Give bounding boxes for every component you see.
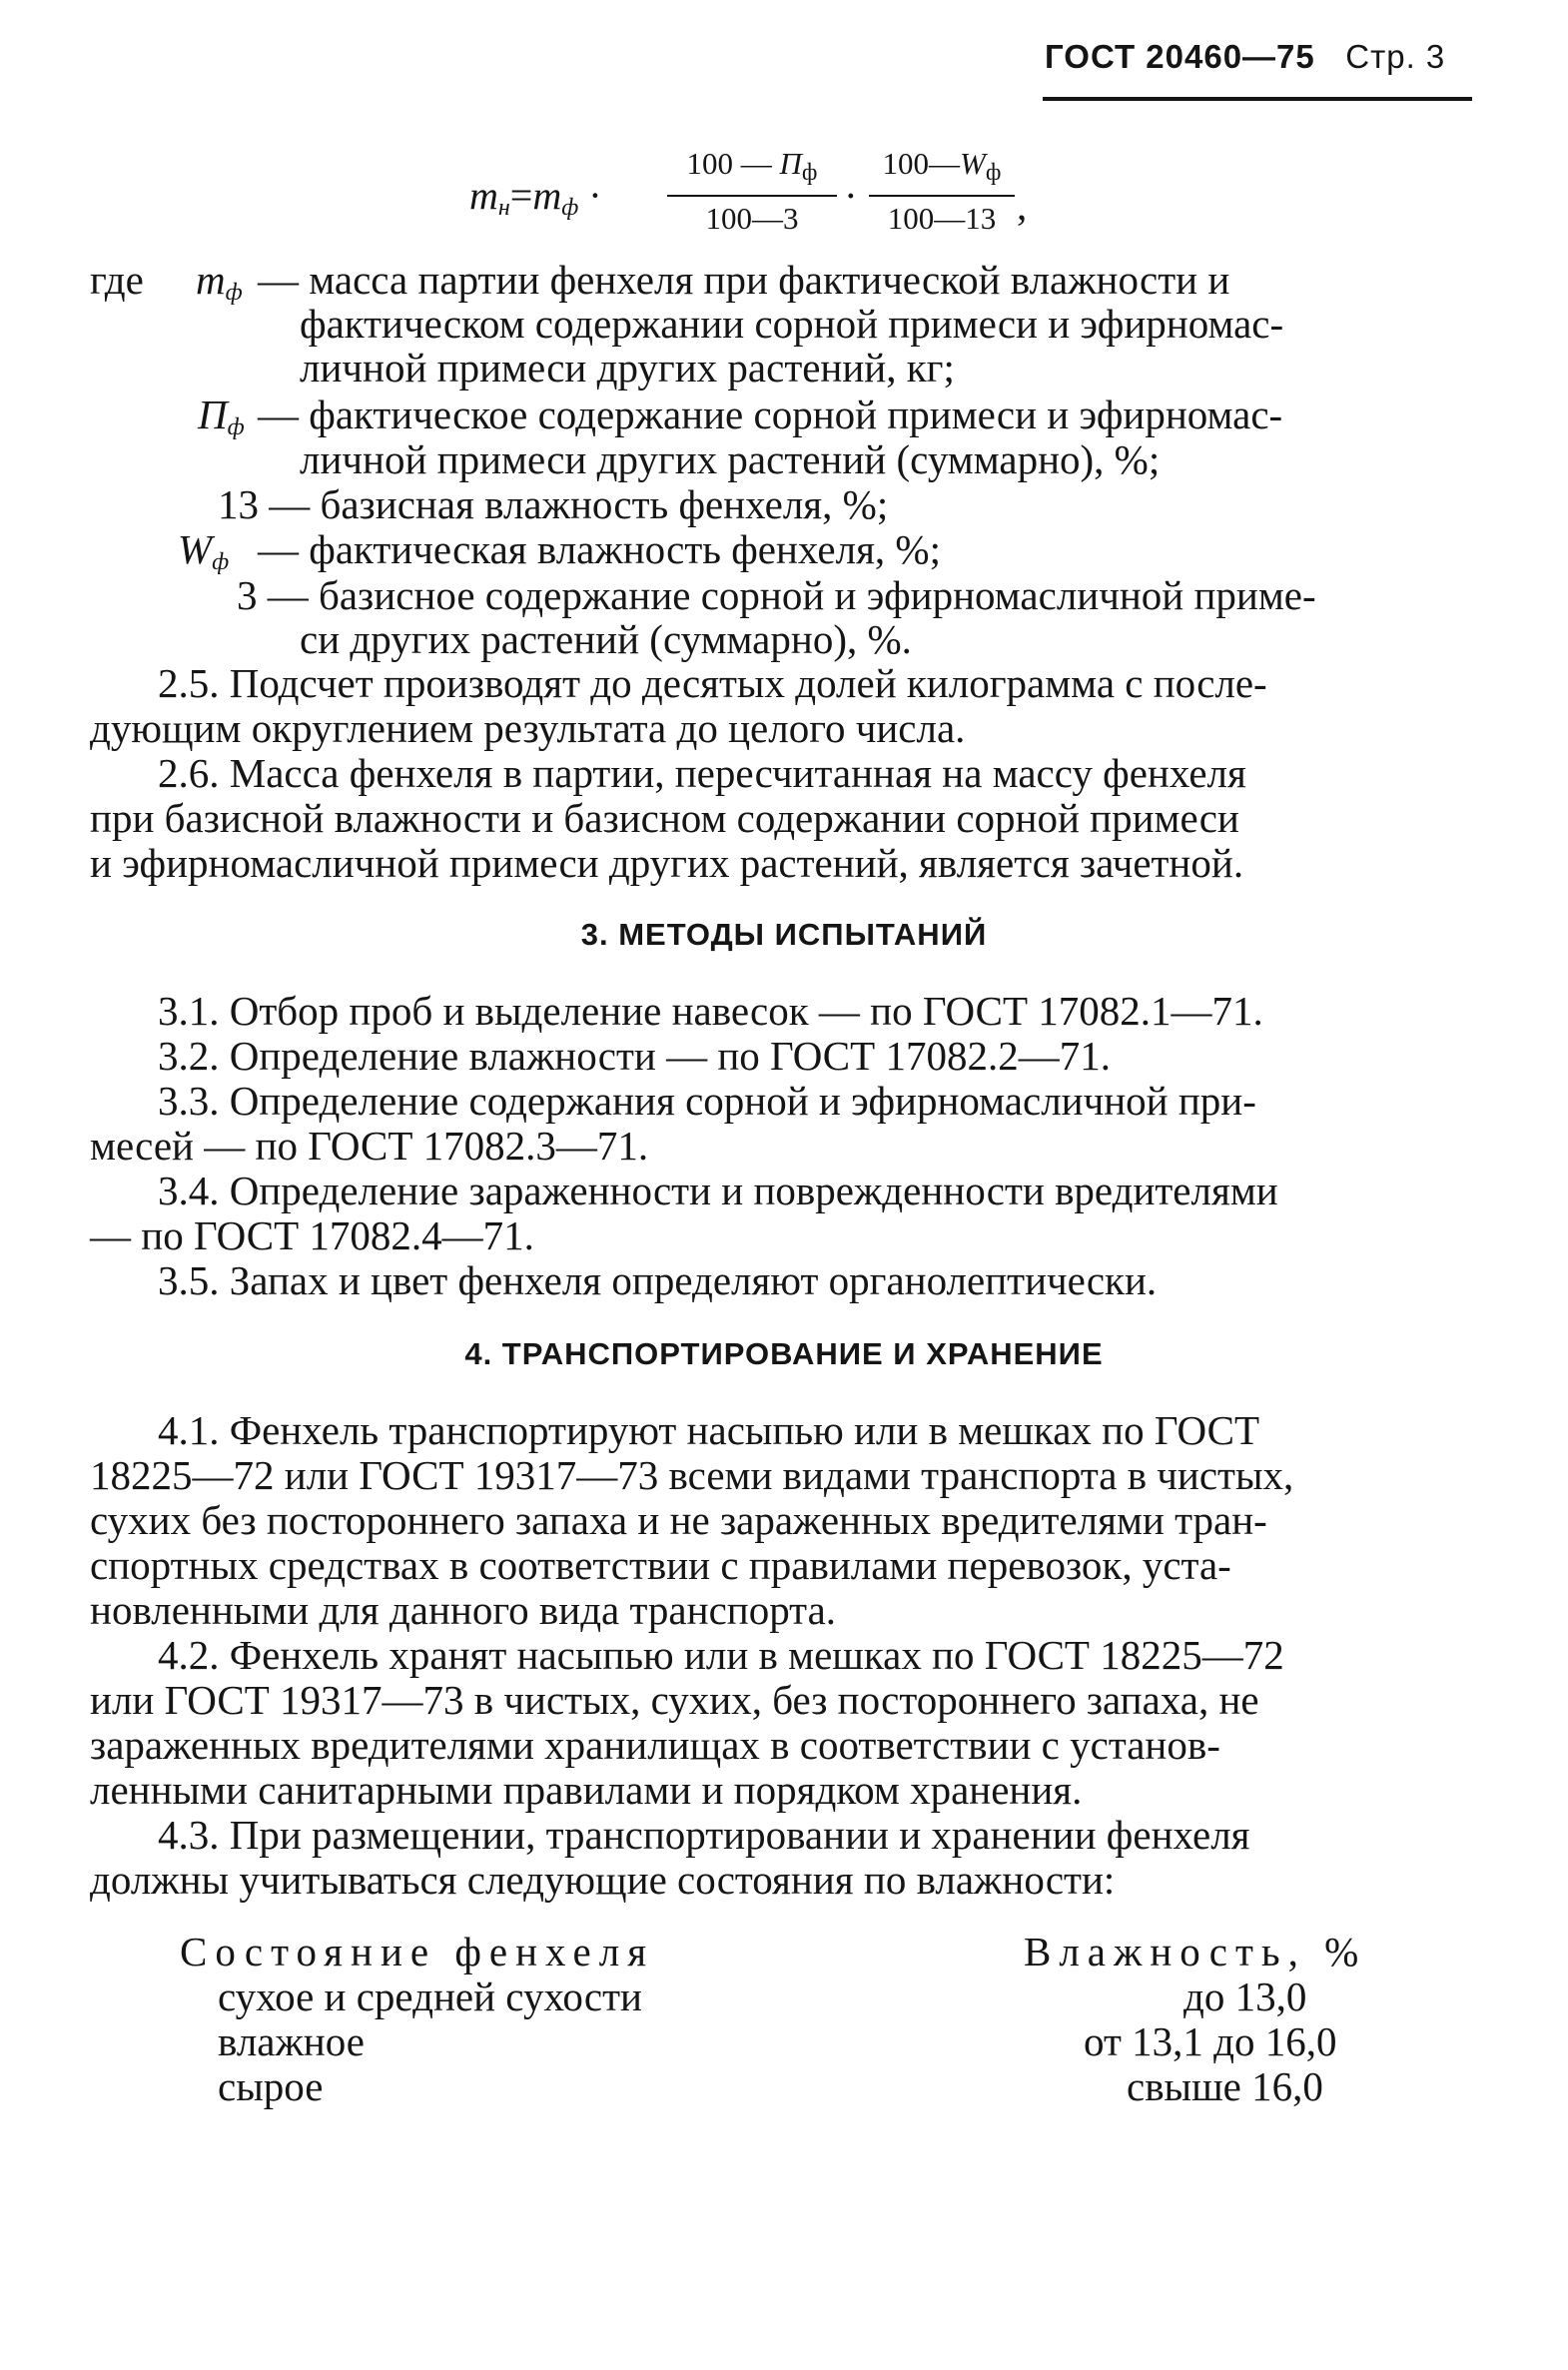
para-4-1-line-3: сухих без постороннего запаха и не зараженных вредителями тран- [90,1497,1267,1543]
var-w-symbol: $W_ф$ [178,526,230,575]
var-3-line-1: 3 — базисное содержание сорной и эфирномасличной приме- [237,572,1316,618]
section-3-line-6: — по ГОСТ 17082.4—71. [90,1212,534,1258]
section-3-line-7: 3.5. Запах и цвет фенхеля определяют органолептически. [158,1257,1158,1303]
section-3-line-5: 3.4. Определение зараженности и поврежденности вредителями [158,1168,1278,1213]
table-row-1-state: сухое и средней сухости [218,1974,642,2019]
para-2-5-line-2: дующим округлением результата до целого числа. [90,705,966,751]
section-3-line-3: 3.3. Определение содержания сорной и эфирномасличной при- [158,1078,1256,1124]
section-3-heading: 3. МЕТОДЫ ИСПЫТАНИЙ [580,917,988,952]
para-4-1-line-2: 18225—72 или ГОСТ 19317—73 всеми видами транспорта в чистых, [90,1452,1294,1498]
var-m-line-2: фактическом содержании сорной примеси и эфирномас- [300,301,1284,347]
para-4-1-line-5: новленными для данного вида транспорта. [90,1587,837,1633]
table-row-3-state: сырое [218,2063,324,2109]
var-m-line-3: личной примеси других растений, кг; [300,345,955,391]
table-header-state: Состояние фенхеля [180,1929,655,1975]
header-rule [1043,97,1472,101]
var-3-line-2: си других растений (суммарно), %. [300,616,912,662]
var-m-line-1: — масса партии фенхеля при фактической влажности и [258,257,1230,303]
section-4-heading: 4. ТРАНСПОРТИРОВАНИЕ И ХРАНЕНИЕ [464,1336,1104,1371]
table-row-2-state: влажное [218,2018,365,2064]
table-header-moisture: Влажность, % [1024,1929,1367,1975]
where-label: где [90,257,144,303]
section-3-line-4: месей — по ГОСТ 17082.3—71. [90,1123,649,1169]
para-4-2-line-4: ленными санитарными правилами и порядком хранения. [90,1767,1083,1813]
var-w-line: — фактическая влажность фенхеля, %; [258,526,941,572]
page-header [1045,38,1445,76]
para-4-2-line-2: или ГОСТ 19317—73 в чистых, сухих, без постороннего запаха, не [90,1677,1259,1723]
para-4-1-line-4: спортных средствах в соответствии с правилами перевозок, уста- [90,1542,1231,1588]
var-13-line: 13 — базисная влажность фенхеля, %; [218,481,889,527]
formula-fraction-2: $100—W_ф$ 100—13 [869,146,1015,237]
var-p-line-2: личной примеси других растений (суммарно), %; [300,436,1161,482]
para-4-3-line-2: должны учитываться следующие состояния по влажности: [90,1857,1116,1903]
para-2-6-line-2: при базисной влажности и базисном содержании сорной примеси [90,795,1239,841]
header-doc-number: ГОСТ 20460—75 [1045,38,1315,75]
formula-fraction-1: 100 — $П_ф$ 100—3 [667,146,837,237]
para-2-6-line-1: 2.6. Масса фенхеля в партии, пересчитанная на массу фенхеля [158,750,1246,796]
para-2-6-line-3: и эфирномасличной примеси других растений, является зачетной. [90,840,1244,886]
section-3-line-1: 3.1. Отбор проб и выделение навесок — по ГОСТ 17082.1—71. [158,988,1263,1034]
formula-dot-2: · [844,173,858,219]
para-4-1-line-1: 4.1. Фенхель транспортируют насыпью или в мешках по ГОСТ [158,1407,1260,1453]
para-2-5-line-1: 2.5. Подсчет производят до десятых долей килограмма с после- [158,660,1267,706]
header-page-number: Стр. 3 [1345,38,1446,75]
formula-lhs: $m_н=m_ф$ · [469,173,602,221]
para-4-3-line-1: 4.3. При размещении, транспортировании и хранении фенхеля [158,1812,1250,1858]
formula-comma: , [1017,183,1028,229]
table-row-1-value: до 13,0 [1183,1974,1307,2019]
para-4-2-line-3: зараженных вредителями хранилищах в соответствии с установ- [90,1722,1220,1768]
var-m-symbol: $m_ф$ [196,257,243,306]
var-p-symbol: $П_ф$ [198,392,245,440]
para-4-2-line-1: 4.2. Фенхель хранят насыпью или в мешках по ГОСТ 18225—72 [158,1632,1284,1678]
var-p-line-1: — фактическое содержание сорной примеси и эфирномас- [258,392,1283,437]
table-row-2-value: от 13,1 до 16,0 [1084,2018,1337,2064]
section-3-line-2: 3.2. Определение влажности — по ГОСТ 17082.2—71. [158,1033,1111,1079]
table-row-3-value: свыше 16,0 [1127,2063,1323,2109]
